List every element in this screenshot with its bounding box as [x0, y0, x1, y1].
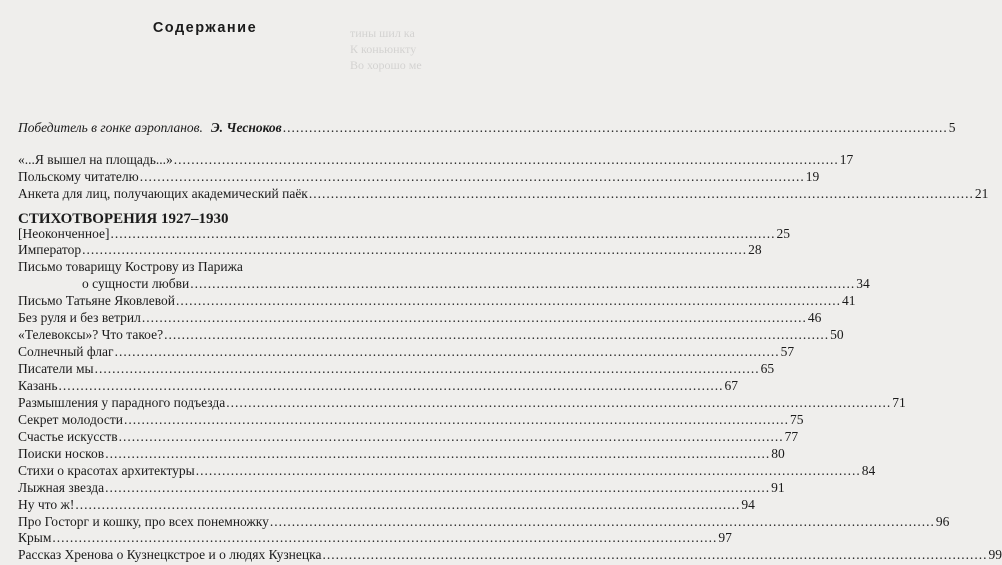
toc-entry: Ну что ж! ..... 94 [18, 495, 392, 515]
page-title: Содержание [152, 20, 258, 36]
toc-entry: «Телевоксы»? Что такое? ..... 50 [18, 325, 392, 345]
toc-entry: Писатели мы ..... 65 [18, 359, 392, 379]
section-heading: СТИХОТВОРЕНИЯ 1927–1930 [18, 211, 229, 227]
toc-entry: Поиски носков ..... 80 [18, 444, 392, 464]
toc-entry-preface [18, 118, 956, 138]
page-number: 5 [948, 120, 956, 135]
toc-entry: Крым ..... 97 [18, 528, 392, 548]
toc-entry: [Неоконченное] ..... 25 [18, 224, 392, 244]
toc-entry: Рассказ Хренова о Кузнецкстрое и о людях Кузнецка ..... 99 [18, 545, 392, 565]
preface-title: Победитель в гонке аэропланов. [18, 120, 203, 135]
toc-entry: Анкета для лиц, получающих академический паёк ..... 21 [18, 184, 392, 204]
toc-entry: Письмо Татьяне Яковлевой ..... 41 [18, 291, 392, 311]
toc-entry: Без руля и без ветрил ..... 46 [18, 308, 392, 328]
toc-entry-continuation: о сущности любви ..... 34 [18, 274, 392, 294]
toc-entry: «...Я вышел на площадь...» ..... 17 [18, 150, 392, 170]
toc-entry: Польскому читателю ..... 19 [18, 167, 392, 187]
toc-entry: Про Госторг и кошку, про всех понемножку ..... 96 [18, 512, 392, 532]
leader-dots [283, 118, 948, 138]
toc-entry: Секрет молодости ..... 75 [18, 410, 392, 430]
toc-entry: Император ..... 28 [18, 240, 392, 260]
toc-entry: Размышления у парадного подъезда ..... 71 [18, 393, 392, 413]
toc-entry: Казань ..... 67 [18, 376, 392, 396]
toc-entry: Счастье искусств ..... 77 [18, 427, 392, 447]
toc-entry: Солнечный флаг ..... 57 [18, 342, 392, 362]
toc-entry: Лыжная звезда ..... 91 [18, 478, 392, 498]
toc-entry: Письмо товарищу Кострову из Парижа [18, 259, 243, 274]
bleed-through-text: тины шил ка К коньюнкту Во хорошо ме [350, 26, 422, 72]
preface-author: Э. Чесноков [210, 120, 282, 135]
toc-entry: Стихи о красотах архитектуры ..... 84 [18, 461, 392, 481]
